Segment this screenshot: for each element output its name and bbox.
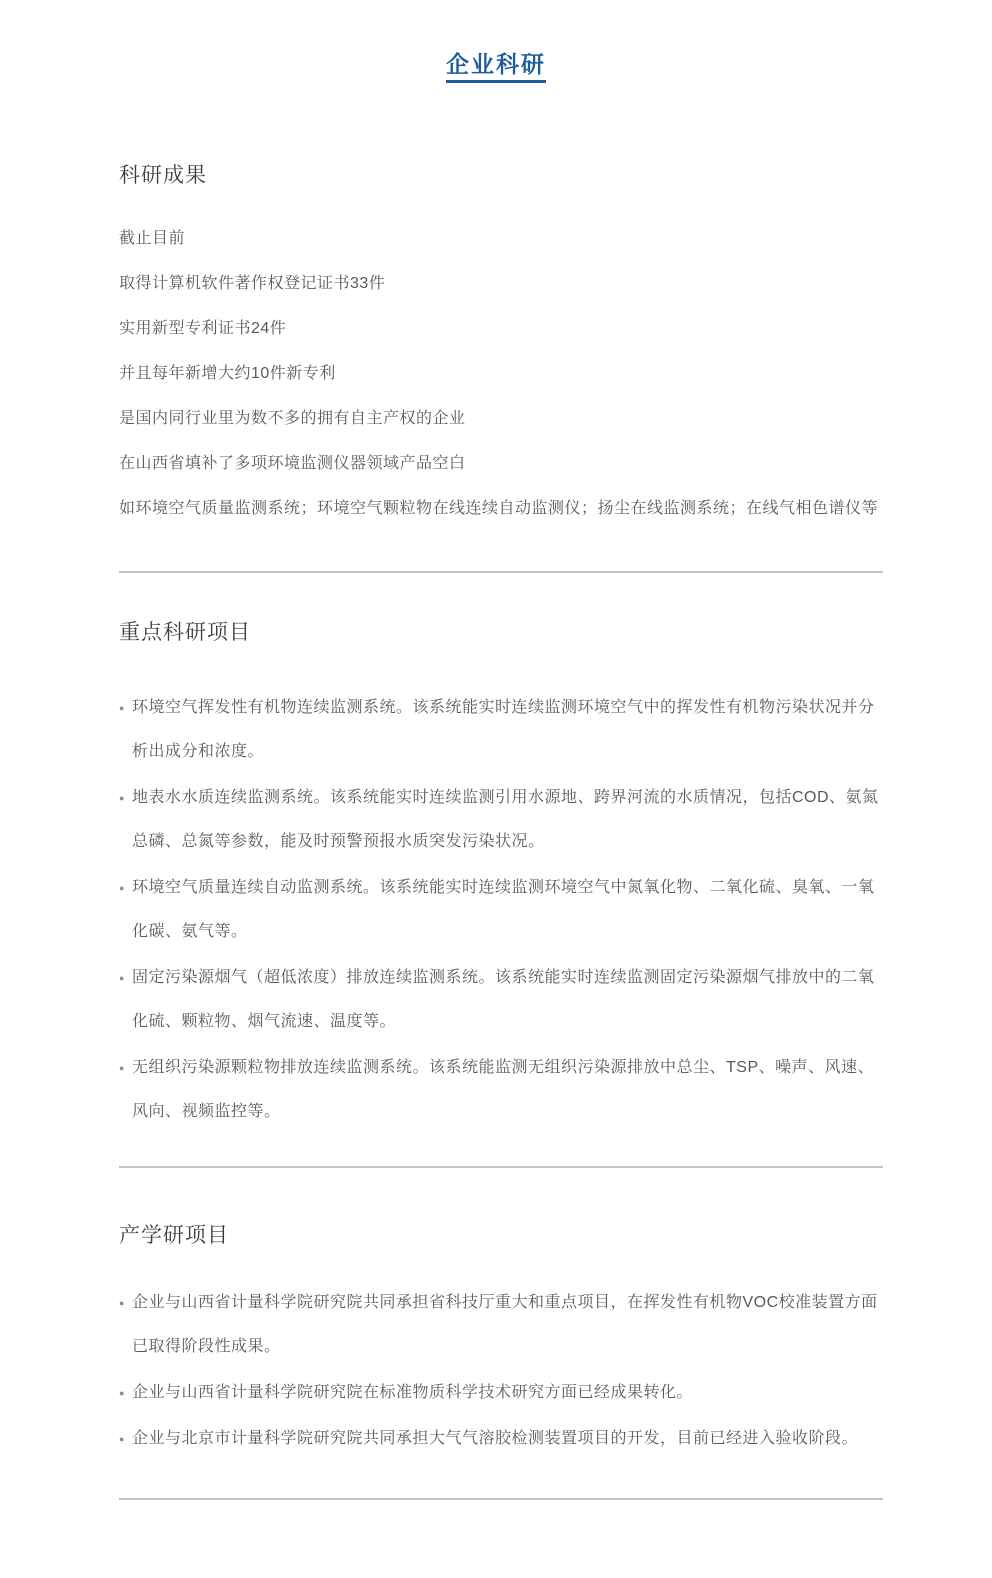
bullet-item (119, 1281, 883, 1369)
paragraph-line: 如环境空气质量监测系统；环境空气颗粒物在线连续自动监测仪；扬尘在线监测系统；在线气相色谱仪等 (119, 500, 879, 518)
bullet-item-text: 地表水水质连续监测系统。该系统能实时连续监测引用水源地、跨界河流的水质情况，包括COD、氨氮总磷、总氮等参数，能及时预警预报水质突发污染状况。 (132, 789, 879, 851)
bullet-dot-icon: ● (119, 1434, 125, 1445)
bullet-item-text: 无组织污染源颗粒物排放连续监测系统。该系统能监测无组织污染源排放中总尘、TSP、噪声、风速、风向、视频监控等。 (132, 1059, 875, 1121)
bullet-item-text: 环境空气质量连续自动监测系统。该系统能实时连续监测环境空气中氮氧化物、二氧化硫、臭氧、一氧化碳、氨气等。 (132, 879, 875, 941)
content-container (119, 621, 883, 1134)
bullet-item-text: 环境空气挥发性有机物连续监测系统。该系统能实时连续监测环境空气中的挥发性有机物污染状况并分析出成分和浓度。 (132, 699, 875, 761)
bullet-dot-icon: ● (119, 703, 125, 714)
bullet-item-text: 企业与山西省计量科学院研究院共同承担省科技厅重大和重点项目，在挥发性有机物VOC校准装置方面已取得阶段性成果。 (132, 1294, 878, 1356)
paragraph-line: 是国内同行业里为数不多的拥有自主产权的企业 (119, 410, 466, 428)
paragraph-line: 截止目前 (119, 230, 186, 248)
section-research-achievements (119, 164, 883, 531)
bullet-dot-icon: ● (119, 1063, 125, 1074)
section-key-projects (119, 621, 883, 1134)
bullet-item (119, 956, 883, 1044)
bullet-item (119, 776, 883, 864)
bullet-item-text: 固定污染源烟气（超低浓度）排放连续监测系统。该系统能实时连续监测固定污染源烟气排放中的二氧化硫、颗粒物、烟气流速、温度等。 (132, 969, 875, 1031)
key-projects-list (119, 686, 883, 1134)
bullet-item-text: 企业与山西省计量科学院研究院在标准物质科学技术研究方面已经成果转化。 (132, 1384, 694, 1402)
section-divider (119, 1498, 883, 1500)
content-container (119, 164, 883, 531)
section-divider (119, 571, 883, 573)
section-industry-academia-projects (119, 1224, 883, 1461)
bullet-dot-icon: ● (119, 973, 125, 984)
bullet-item (119, 686, 883, 774)
bullet-dot-icon: ● (119, 883, 125, 894)
paragraph-line: 实用新型专利证书24件 (119, 320, 287, 338)
bullet-dot-icon: ● (119, 793, 125, 804)
paragraph-line: 取得计算机软件著作权登记证书33件 (119, 275, 386, 293)
section-heading-key-projects: 重点科研项目 (119, 621, 251, 645)
industry-academia-projects-list (119, 1281, 883, 1461)
section-heading-industry-academia-projects: 产学研项目 (119, 1224, 229, 1248)
paragraph-line: 并且每年新增大约10件新专利 (119, 365, 336, 383)
bullet-item (119, 866, 883, 954)
research-achievements-text (119, 216, 883, 531)
section-heading-research-achievements: 科研成果 (119, 164, 207, 188)
bullet-item (119, 1371, 883, 1415)
bullet-item-text: 企业与北京市计量科学院研究院共同承担大气气溶胶检测装置项目的开发，目前已经进入验收阶段。 (132, 1430, 859, 1448)
bullet-item (119, 1417, 883, 1461)
bullet-dot-icon: ● (119, 1388, 125, 1399)
paragraph-line: 在山西省填补了多项环境监测仪器领域产品空白 (119, 455, 466, 473)
section-divider (119, 1166, 883, 1168)
page-header (0, 0, 992, 83)
page-title-link[interactable]: 企业科研 (446, 51, 546, 83)
bullet-item (119, 1046, 883, 1134)
content-container (119, 1224, 883, 1461)
bullet-dot-icon: ● (119, 1298, 125, 1309)
